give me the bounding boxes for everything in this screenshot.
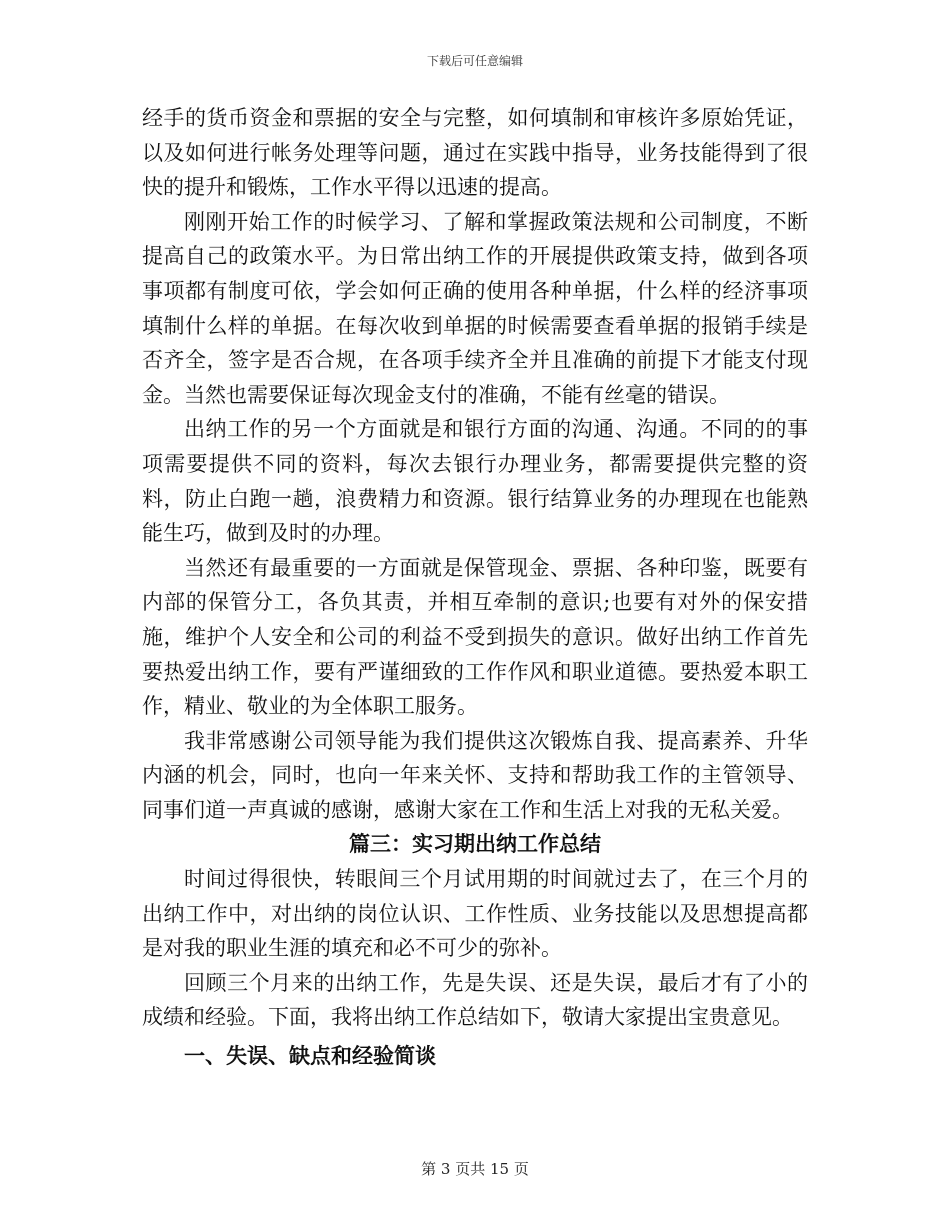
section-title: 篇三：实习期出纳工作总结 xyxy=(349,831,601,857)
paragraph-bank-communication: 出纳工作的另一个方面就是和银行方面的沟通、沟通。不同的的事项需要提供不同的资料，每次去银行办理业务，都需要提供完整的资料，防止白跑一趟，浪费精力和资源。银行结算业务的办理现在也能熟能生巧，做到及时的办理。 xyxy=(142,417,808,546)
paragraph-safekeeping: 当然还有最重要的一方面就是保管现金、票据、各种印鉴，既要有内部的保管分工，各负其责，并相互牵制的意识;也要有对外的保安措施，维护个人安全和公司的利益不受到损失的意识。做好出纳工作首先要热爱出纳工作，要有严谨细致的工作作风和职业道德。要热爱本职工作，精业、敬业的为全体职工服务。 xyxy=(142,555,808,719)
page-footer: 第 3 页共 15 页 xyxy=(421,1160,529,1178)
paragraph-policy-learning: 刚刚开始工作的时候学习、了解和掌握政策法规和公司制度，不断提高自己的政策水平。为日常出纳工作的开展提供政策支持，做到各项事项都有制度可依，学会如何正确的使用各种单据，什么样的经济事项填制什么样的单据。在每次收到单据的时候需要查看单据的报销手续是否齐全，签字是否合规，在各项手续齐全并且准确的前提下才能支付现金。当然也需要保证每次现金支付的准确，不能有丝毫的错误。 xyxy=(142,209,808,407)
paragraph-thanks: 我非常感谢公司领导能为我们提供这次锻炼自我、提高素养、升华内涵的机会，同时，也向一年来关怀、支持和帮助我工作的主管领导、同事们道一声真诚的感谢，感谢大家在工作和生活上对我的无私关爱。 xyxy=(142,728,808,822)
document-body xyxy=(142,101,808,1074)
paragraph-three-months: 时间过得很快，转眼间三个月试用期的时间就过去了，在三个月的出纳工作中，对出纳的岗位认识、工作性质、业务技能以及思想提高都是对我的职业生涯的填充和必不可少的弥补。 xyxy=(142,867,808,961)
paragraph-review: 回顾三个月来的出纳工作，先是失误、还是失误，最后才有了小的成绩和经验。下面，我将出纳工作总结如下，敬请大家提出宝贵意见。 xyxy=(142,970,808,1030)
subheading: 一、失误、缺点和经验简谈 xyxy=(184,1043,436,1069)
page-header: 下载后可任意编辑 xyxy=(426,54,523,68)
paragraph-continuation: 经手的货币资金和票据的安全与完整，如何填制和审核许多原始凭证，以及如何进行帐务处理等问题，通过在实践中指导，业务技能得到了很快的提升和锻炼，工作水平得以迅速的提高。 xyxy=(142,106,808,200)
